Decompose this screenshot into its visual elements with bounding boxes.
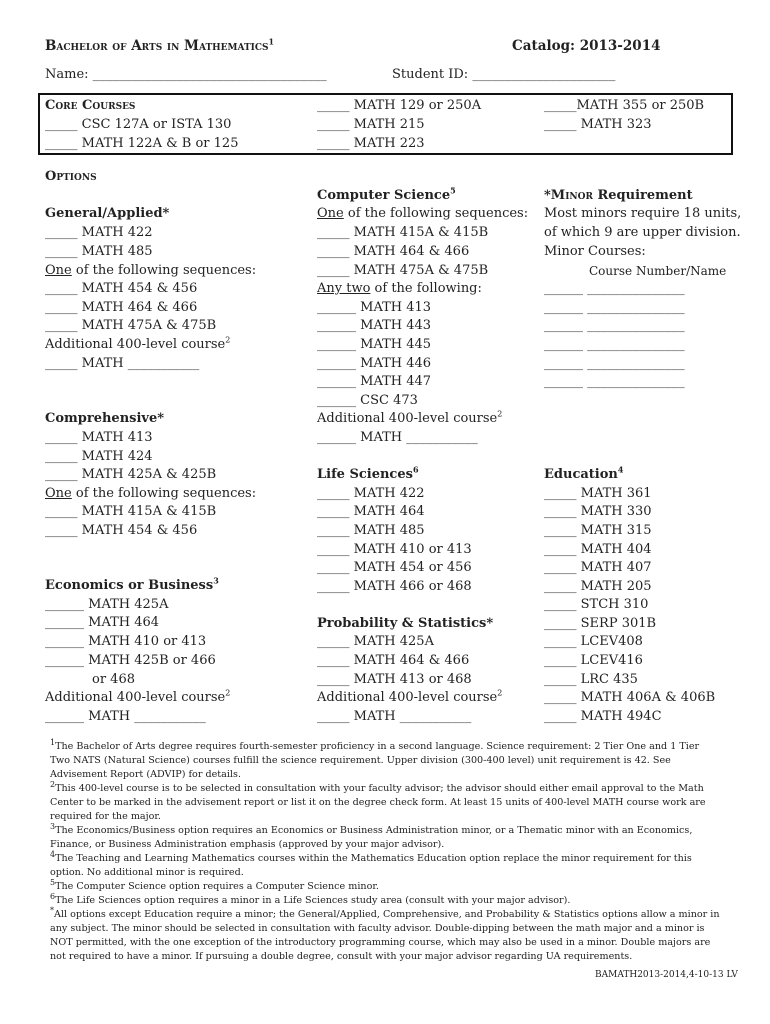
economics-heading [45, 577, 219, 595]
general-applied-heading: General/Applied* [45, 206, 170, 221]
footnote [40, 849, 720, 880]
core-course-item[interactable]: _____ MATH 129 or 250A [317, 98, 482, 113]
footnote [40, 905, 720, 964]
course-item[interactable]: _____ MATH 406A & 406B [544, 690, 716, 705]
minor-course-blank[interactable]: ______ _______________ [544, 300, 685, 315]
course-item[interactable]: _____ MATH 422 [317, 486, 425, 501]
options-heading: Options [45, 169, 97, 184]
additional-course-label [317, 410, 502, 428]
course-item[interactable]: _____ MATH 464 & 466 [45, 300, 198, 315]
education-heading [544, 466, 623, 484]
course-item[interactable]: _____ LRC 435 [544, 672, 638, 687]
core-course-item[interactable]: _____ MATH 215 [317, 117, 425, 132]
course-item[interactable]: ______ MATH 413 [317, 300, 432, 315]
footnote [40, 737, 720, 782]
sequence-one: One [317, 206, 344, 221]
life-sciences-heading [317, 466, 419, 484]
course-item[interactable]: ______ MATH 447 [317, 374, 432, 389]
additional-text: Additional 400-level course [45, 690, 226, 705]
course-item[interactable]: ______ MATH 425B or 466 [45, 653, 216, 668]
sequence-instruction [45, 262, 256, 280]
any-rest: of the following: [370, 281, 482, 296]
course-item[interactable]: _____ MATH 454 & 456 [45, 523, 198, 538]
course-item[interactable]: _____ MATH 404 [544, 542, 652, 557]
footnote-mark: 3 [213, 575, 219, 586]
footnote-mark: 2 [225, 335, 231, 345]
footnote-text: The Bachelor of Arts degree requires fourth-semester proficiency in a second language. Science requirement: 2 Tier One and 1 Tier Two NATS (Natural Science) courses fulfill the science requirement. Upper division (300-400 level) unit requirement is 42. See Advisement Report (ADVIP) for details. [50, 741, 700, 780]
comprehensive-heading: Comprehensive* [45, 411, 165, 426]
minor-requirement-heading [544, 187, 693, 205]
core-course-item[interactable]: _____ MATH 122A & B or 125 [45, 136, 239, 151]
math-elective-blank[interactable]: _____ MATH ___________ [317, 709, 472, 724]
course-item[interactable]: _____ MATH 407 [544, 560, 652, 575]
minor-course-blank[interactable]: ______ _______________ [544, 374, 685, 389]
page-title [45, 37, 274, 55]
course-item[interactable]: _____ MATH 424 [45, 449, 153, 464]
course-item[interactable]: _____ MATH 330 [544, 504, 652, 519]
cs-title: Computer Science [317, 188, 451, 203]
footnote-mark: * [50, 905, 54, 915]
sequence-one: One [45, 486, 72, 501]
footnote-mark: 2 [497, 688, 503, 698]
minor-description: of which 9 are upper division. [544, 225, 741, 240]
any-two-instruction [317, 280, 482, 298]
course-item[interactable]: _____ MATH 361 [544, 486, 652, 501]
core-course-item[interactable]: _____ MATH 323 [544, 117, 652, 132]
core-course-item[interactable]: _____MATH 355 or 250B [544, 98, 705, 113]
footnote-mark: 2 [225, 688, 231, 698]
course-item[interactable]: _____ MATH 413 [45, 430, 153, 445]
footnote-mark: 4 [50, 849, 56, 859]
course-item[interactable]: _____ MATH 425A [317, 634, 434, 649]
additional-text: Additional 400-level course [317, 690, 498, 705]
footnote-mark: 2 [497, 409, 503, 419]
minor-courses-label: Minor Courses: [544, 244, 646, 259]
course-item[interactable]: _____ MATH 413 or 468 [317, 672, 472, 687]
course-item[interactable]: _____ MATH 475A & 475B [45, 318, 217, 333]
minor-title-post: Requirement [592, 188, 693, 203]
minor-title-pre: *Minor [544, 188, 593, 203]
minor-course-blank[interactable]: ______ _______________ [544, 281, 685, 296]
footnote [40, 877, 720, 894]
course-item[interactable]: _____ MATH 425A & 425B [45, 467, 217, 482]
minor-description: Most minors require 18 units, [544, 206, 742, 221]
math-elective-blank[interactable]: _____ MATH ___________ [45, 356, 200, 371]
any-two: Any two [317, 281, 371, 296]
course-item[interactable]: _____ MATH 464 & 466 [317, 244, 470, 259]
course-item[interactable]: _____ LCEV408 [544, 634, 643, 649]
footnote-text: The Teaching and Learning Mathematics courses within the Mathematics Education option replace the minor requirement for this option. No additional minor is required. [50, 853, 692, 878]
course-item[interactable]: _____ MATH 422 [45, 225, 153, 240]
math-elective-blank[interactable]: ______ MATH ___________ [317, 430, 478, 445]
additional-course-label [317, 689, 502, 707]
footnote-mark: 4 [617, 464, 624, 475]
course-item[interactable]: ______ CSC 473 [317, 393, 418, 408]
course-item[interactable]: _____ MATH 464 & 466 [317, 653, 470, 668]
additional-text: Additional 400-level course [317, 411, 498, 426]
course-item[interactable]: _____ MATH 454 & 456 [45, 281, 198, 296]
probability-statistics-heading: Probability & Statistics* [317, 616, 494, 631]
course-item[interactable]: ______ MATH 446 [317, 356, 432, 371]
core-courses-heading: Core Courses [45, 98, 136, 113]
minor-course-blank[interactable]: ______ _______________ [544, 337, 685, 352]
sequence-instruction [317, 205, 528, 223]
course-item[interactable]: _____ MATH 464 [317, 504, 425, 519]
course-item[interactable]: _____ MATH 466 or 468 [317, 579, 472, 594]
additional-text: Additional 400-level course [45, 337, 226, 352]
course-item[interactable]: _____ MATH 205 [544, 579, 652, 594]
minor-course-blank[interactable]: ______ _______________ [544, 318, 685, 333]
catalog-year: Catalog: 2013-2014 [512, 38, 661, 54]
computer-science-heading [317, 187, 456, 205]
footnote-mark: 5 [450, 185, 456, 196]
document-code: BAMATH2013-2014,4-10-13 LV [595, 970, 738, 980]
core-course-item[interactable]: _____ CSC 127A or ISTA 130 [45, 117, 232, 132]
math-elective-blank[interactable]: ______ MATH ___________ [45, 709, 206, 724]
title-text: Bachelor of Arts in Mathematics [45, 38, 269, 54]
footnote-mark: 2 [50, 779, 56, 789]
footnote-text: The Life Sciences option requires a minor in a Life Sciences study area (consult with your major advisor). [55, 895, 571, 906]
economics-title: Economics or Business [45, 578, 214, 593]
course-item[interactable]: _____ MATH 415A & 415B [317, 225, 489, 240]
footnote [40, 779, 720, 824]
course-item[interactable]: _____ MATH 415A & 415B [45, 504, 217, 519]
footnote-mark: 6 [50, 891, 56, 901]
course-item[interactable]: ______ MATH 445 [317, 337, 432, 352]
footnote [40, 891, 720, 908]
course-item[interactable]: _____ MATH 454 or 456 [317, 560, 472, 575]
footnotes [40, 737, 720, 964]
additional-course-label [45, 336, 230, 354]
additional-course-label [45, 689, 230, 707]
course-item[interactable]: _____ MATH 410 or 413 [317, 542, 472, 557]
sequence-instruction [45, 485, 256, 503]
sequence-one: One [45, 263, 72, 278]
course-item-continuation: or 468 [92, 672, 135, 687]
course-item[interactable]: _____ MATH 485 [317, 523, 425, 538]
sequence-rest: of the following sequences: [71, 486, 257, 501]
footnote [40, 821, 720, 852]
minor-course-blank[interactable]: ______ _______________ [544, 356, 685, 371]
education-title: Education [544, 467, 618, 482]
course-item[interactable]: _____ STCH 310 [544, 597, 649, 612]
life-title: Life Sciences [317, 467, 413, 482]
course-item[interactable]: _____ MATH 475A & 475B [317, 263, 489, 278]
sequence-rest: of the following sequences: [343, 206, 529, 221]
footnote-mark: 5 [50, 877, 56, 887]
footnote-mark: 1 [50, 737, 56, 747]
course-item[interactable]: _____ LCEV416 [544, 653, 643, 668]
course-item[interactable]: _____ MATH 485 [45, 244, 153, 259]
footnote-text: The Economics/Business option requires an Economics or Business Administration minor, or a Thematic minor with an Economics, Finance, or Business Administration emphasis (approved by your major advisor). [50, 825, 693, 850]
student-id-field[interactable]: Student ID: ______________________ [392, 67, 616, 82]
footnote-mark: 6 [412, 464, 419, 475]
course-item[interactable]: _____ MATH 315 [544, 523, 652, 538]
footnote-text: All options except Education require a minor; the General/Applied, Comprehensive, and Probability & Statistics options allow a minor in any subject. The minor should be selected in consultation with faculty advisor. Double-dipping between the math major and a minor is NOT permitted, with the one exception of the introductory programming course, which may also be used in a minor. Double majors are not required to have a minor. If pursuing a double degree, consult with your major advisor regarding UA requirements. [50, 909, 720, 962]
name-field[interactable]: Name: ____________________________________ [45, 67, 327, 82]
course-item[interactable]: ______ MATH 410 or 413 [45, 634, 207, 649]
footnote-mark: 3 [50, 821, 56, 831]
course-item[interactable]: ______ MATH 425A [45, 597, 169, 612]
sequence-rest: of the following sequences: [71, 263, 257, 278]
title-footnote-mark: 1 [268, 36, 275, 47]
footnote-text: This 400-level course is to be selected in consultation with your faculty advisor; the advisor should either email approval to the Math Center to be marked in the advisement report or list it on the degree check form. At least 15 units of 400-level MATH course work are required for the major. [50, 783, 706, 822]
course-item[interactable]: _____ MATH 494C [544, 709, 662, 724]
core-course-item[interactable]: _____ MATH 223 [317, 136, 425, 151]
minor-column-header: Course Number/Name [589, 264, 727, 278]
course-item[interactable]: ______ MATH 443 [317, 318, 432, 333]
course-item[interactable]: ______ MATH 464 [45, 615, 160, 630]
course-item[interactable]: _____ SERP 301B [544, 616, 657, 631]
footnote-text: The Computer Science option requires a Computer Science minor. [55, 881, 379, 892]
